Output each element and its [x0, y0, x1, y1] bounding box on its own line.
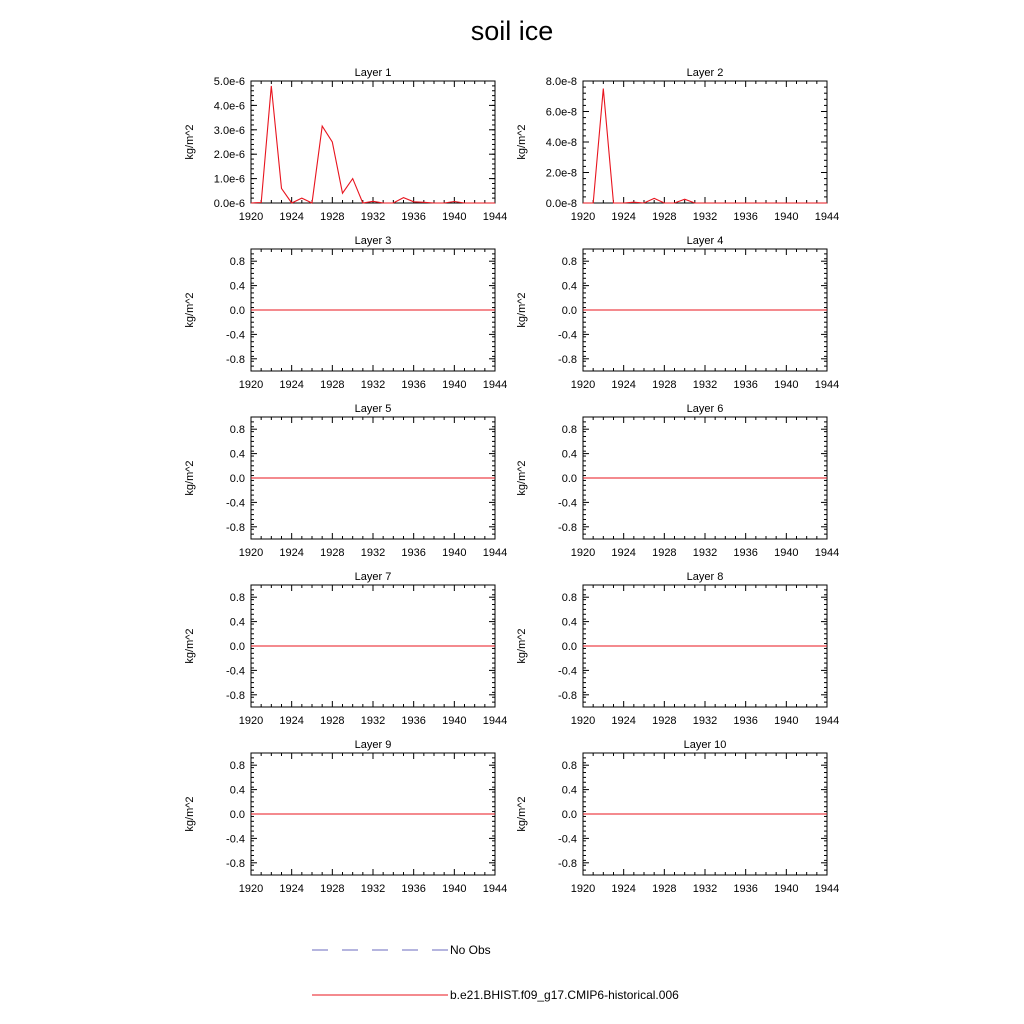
page-title: soil ice: [470, 16, 554, 46]
panel-4-xtick-label: 1932: [692, 379, 718, 391]
panel-2-xtick-label: 1940: [774, 211, 799, 223]
panel-2-ytick-label: 6.0e-8: [545, 106, 577, 119]
panel-7-xtick-label: 1924: [279, 715, 304, 727]
panel-10-ytick-label: -0.8: [558, 857, 577, 870]
panel-3-xtick-label: 1940: [442, 379, 467, 391]
panel-1-ytick-label: 0.0e-6: [213, 198, 245, 210]
panel-10-xtick-label: 1920: [570, 883, 596, 895]
panel-3-xtick-label: 1936: [401, 379, 426, 391]
panel-7-title: Layer 7: [354, 571, 392, 583]
panel-2-ytick-label: 4.0e-8: [545, 137, 577, 149]
panel-1-ytick-label: 5.0e-6: [213, 76, 245, 88]
panel-9-xtick-label: 1920: [238, 883, 264, 895]
panel-6-xtick-label: 1928: [652, 547, 677, 559]
panel-8-xtick-label: 1920: [570, 715, 596, 727]
panel-3-xtick-label: 1920: [238, 379, 264, 391]
panel-2-xtick-label: 1928: [652, 211, 677, 223]
panel-5-ytick-label: -0.4: [226, 497, 245, 510]
panel-9-xtick-label: 1940: [442, 883, 467, 895]
panel-6-xtick-label: 1932: [692, 547, 718, 559]
panel-5-ytick-label: 0.4: [229, 448, 245, 461]
panel-7-ytick-label: 0.0: [229, 641, 245, 653]
panel-8-xtick-label: 1924: [611, 715, 636, 727]
panel-5-xtick-label: 1920: [238, 547, 264, 559]
panel-4-ylabel: kg/m^2: [516, 292, 528, 328]
panel-1-series-line: [251, 86, 495, 203]
panel-5-title: Layer 5: [354, 403, 392, 415]
panel-6-ylabel: kg/m^2: [516, 460, 528, 496]
panel-4-ytick-label: -0.4: [558, 329, 577, 342]
panel-5-xtick-label: 1944: [482, 547, 508, 559]
panel-2-series-line: [583, 89, 827, 203]
panel-7-xtick-label: 1940: [442, 715, 467, 727]
panel-3-ytick-label: 0.0: [229, 305, 245, 317]
panel-6-ytick-label: -0.8: [558, 521, 577, 534]
panel-6-xtick-label: 1924: [611, 547, 636, 559]
panel-8-xtick-label: 1940: [774, 715, 799, 727]
panel-4-xtick-label: 1940: [774, 379, 799, 391]
panel-10-xtick-label: 1940: [774, 883, 799, 895]
panel-6-xtick-label: 1940: [774, 547, 799, 559]
panel-8-xtick-label: 1928: [652, 715, 677, 727]
panel-10-title: Layer 10: [683, 739, 727, 751]
panel-7-xtick-label: 1944: [482, 715, 508, 727]
panel-8-xtick-label: 1936: [733, 715, 758, 727]
panel-7-ytick-label: 0.8: [229, 592, 245, 605]
panel-1-ytick-label: 1.0e-6: [213, 173, 245, 186]
panel-6-ytick-label: -0.4: [558, 497, 577, 510]
panel-4-xtick-label: 1936: [733, 379, 758, 391]
panel-10-xtick-label: 1924: [611, 883, 636, 895]
panel-2-ytick-label: 2.0e-8: [545, 167, 577, 180]
panel-3-ytick-label: 0.8: [229, 256, 245, 269]
panel-5-ylabel: kg/m^2: [184, 460, 196, 496]
panel-10-xtick-label: 1932: [692, 883, 718, 895]
panel-8-ytick-label: 0.4: [561, 616, 577, 629]
panel-7-ytick-label: -0.4: [226, 665, 245, 678]
panel-5-ytick-label: 0.0: [229, 473, 245, 485]
panel-3-ytick-label: -0.8: [226, 353, 245, 366]
panel-9-ytick-label: 0.8: [229, 760, 245, 773]
panel-6-title: Layer 6: [686, 403, 724, 415]
panel-1-xtick-label: 1936: [401, 211, 426, 223]
panel-5-ytick-label: 0.8: [229, 424, 245, 437]
panel-1-ytick-label: 3.0e-6: [213, 124, 245, 137]
panel-7-ytick-label: -0.8: [226, 689, 245, 702]
panel-8-xtick-label: 1932: [692, 715, 718, 727]
panel-1-xtick-label: 1924: [279, 211, 304, 223]
panel-2-xtick-label: 1920: [570, 211, 596, 223]
panel-1-xtick-label: 1928: [320, 211, 345, 223]
panel-6-xtick-label: 1936: [733, 547, 758, 559]
panel-5-xtick-label: 1936: [401, 547, 426, 559]
panel-2-xtick-label: 1932: [692, 211, 718, 223]
panel-1-title: Layer 1: [354, 67, 392, 79]
panel-2-ytick-label: 0.0e-8: [545, 198, 577, 210]
panel-3-xtick-label: 1932: [360, 379, 386, 391]
panel-5-xtick-label: 1928: [320, 547, 345, 559]
panel-4-ytick-label: 0.0: [561, 305, 577, 317]
panel-9-ytick-label: 0.0: [229, 809, 245, 821]
panel-10-ylabel: kg/m^2: [516, 796, 528, 832]
panel-8-ytick-label: 0.8: [561, 592, 577, 605]
panel-3-xtick-label: 1944: [482, 379, 508, 391]
panel-9-xtick-label: 1944: [482, 883, 508, 895]
panel-1-xtick-label: 1940: [442, 211, 467, 223]
panel-1-ytick-label: 2.0e-6: [213, 149, 245, 162]
panel-1-xtick-label: 1920: [238, 211, 264, 223]
panel-10-ytick-label: 0.4: [561, 784, 577, 797]
panel-8-ytick-label: -0.4: [558, 665, 577, 678]
panel-8-xtick-label: 1944: [814, 715, 840, 727]
panel-10-xtick-label: 1936: [733, 883, 758, 895]
panel-9-xtick-label: 1928: [320, 883, 345, 895]
panel-6-xtick-label: 1920: [570, 547, 596, 559]
panel-4-title: Layer 4: [686, 235, 724, 247]
panel-1-ylabel: kg/m^2: [184, 124, 196, 160]
panel-9-xtick-label: 1932: [360, 883, 386, 895]
panel-7-xtick-label: 1928: [320, 715, 345, 727]
panel-4-xtick-label: 1944: [814, 379, 840, 391]
panel-2-ylabel: kg/m^2: [516, 124, 528, 160]
panel-5-xtick-label: 1924: [279, 547, 304, 559]
panel-8-ylabel: kg/m^2: [516, 628, 528, 664]
panel-2-title: Layer 2: [686, 67, 724, 79]
panel-9-ytick-label: -0.4: [226, 833, 245, 846]
panel-9-ytick-label: -0.8: [226, 857, 245, 870]
panel-4-ytick-label: 0.8: [561, 256, 577, 269]
panel-4-xtick-label: 1920: [570, 379, 596, 391]
panel-6-xtick-label: 1944: [814, 547, 840, 559]
panel-9-title: Layer 9: [354, 739, 392, 751]
panel-4-ytick-label: 0.4: [561, 280, 577, 293]
panel-10-ytick-label: 0.0: [561, 809, 577, 821]
panel-5-xtick-label: 1940: [442, 547, 467, 559]
panel-2-ytick-label: 8.0e-8: [545, 76, 577, 88]
panel-1-frame: [251, 81, 495, 203]
panel-9-ytick-label: 0.4: [229, 784, 245, 797]
panel-3-xtick-label: 1928: [320, 379, 345, 391]
panel-6-ytick-label: 0.0: [561, 473, 577, 485]
panel-7-xtick-label: 1936: [401, 715, 426, 727]
panel-7-xtick-label: 1920: [238, 715, 264, 727]
panel-4-xtick-label: 1924: [611, 379, 636, 391]
panel-3-ylabel: kg/m^2: [184, 292, 196, 328]
panel-10-ytick-label: 0.8: [561, 760, 577, 773]
legend-model-label: b.e21.BHIST.f09_g17.CMIP6-historical.006: [450, 988, 679, 1002]
panel-7-xtick-label: 1932: [360, 715, 386, 727]
panel-9-xtick-label: 1924: [279, 883, 304, 895]
panel-10-xtick-label: 1944: [814, 883, 840, 895]
panel-8-ytick-label: -0.8: [558, 689, 577, 702]
panel-2-xtick-label: 1924: [611, 211, 636, 223]
panel-2-xtick-label: 1936: [733, 211, 758, 223]
panel-10-xtick-label: 1928: [652, 883, 677, 895]
panel-1-ytick-label: 4.0e-6: [213, 100, 245, 113]
panel-7-ylabel: kg/m^2: [184, 628, 196, 664]
panel-10-ytick-label: -0.4: [558, 833, 577, 846]
panel-7-ytick-label: 0.4: [229, 616, 245, 629]
panel-5-xtick-label: 1932: [360, 547, 386, 559]
panel-6-ytick-label: 0.4: [561, 448, 577, 461]
panel-8-ytick-label: 0.0: [561, 641, 577, 653]
panel-1-xtick-label: 1932: [360, 211, 386, 223]
panel-3-ytick-label: -0.4: [226, 329, 245, 342]
panel-3-xtick-label: 1924: [279, 379, 304, 391]
panel-3-title: Layer 3: [354, 235, 392, 247]
panel-8-title: Layer 8: [686, 571, 724, 583]
legend-obs-label: No Obs: [450, 943, 491, 957]
panel-2-frame: [583, 81, 827, 203]
panel-9-ylabel: kg/m^2: [184, 796, 196, 832]
panel-2-xtick-label: 1944: [814, 211, 840, 223]
panel-4-ytick-label: -0.8: [558, 353, 577, 366]
panel-1-xtick-label: 1944: [482, 211, 508, 223]
panel-9-xtick-label: 1936: [401, 883, 426, 895]
panel-4-xtick-label: 1928: [652, 379, 677, 391]
panel-6-ytick-label: 0.8: [561, 424, 577, 437]
panel-3-ytick-label: 0.4: [229, 280, 245, 293]
panel-5-ytick-label: -0.8: [226, 521, 245, 534]
